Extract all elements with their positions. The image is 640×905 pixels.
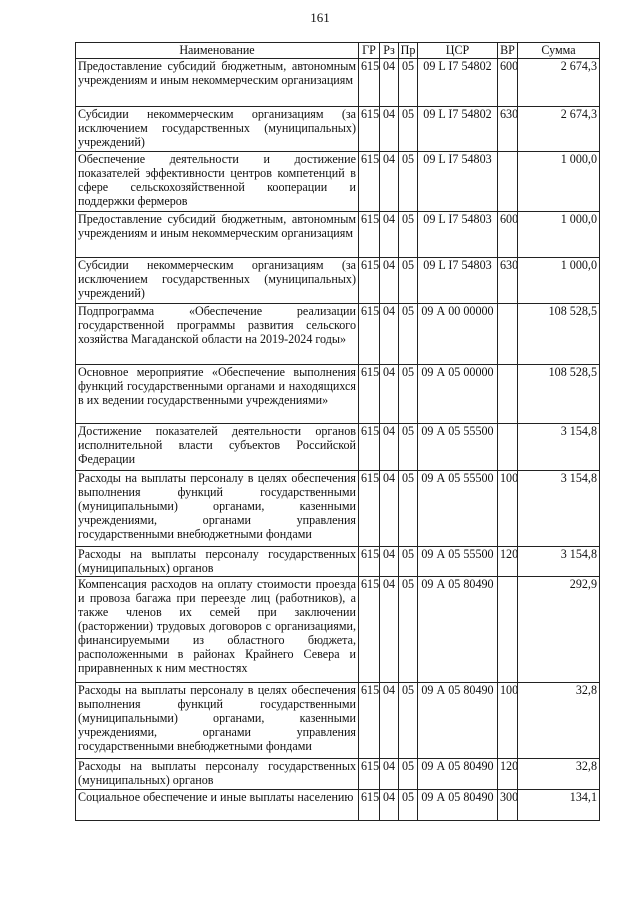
header-rz: Рз [380,43,399,59]
row-csr: 09 А 05 55500 [418,471,498,547]
row-rz: 04 [380,258,399,304]
header-pr: Пр [399,43,418,59]
row-csr: 09 А 05 80490 [418,790,498,821]
page-number: 161 [310,10,330,25]
table-row [76,547,600,577]
row-pr: 05 [399,365,418,424]
header-name: Наименование [76,43,359,59]
row-rz: 04 [380,107,399,152]
row-gr: 615 [359,577,380,683]
row-vr: 100 [498,683,518,759]
row-name: Субсидии некоммерческим организациям (за исключением государственных (муниципальных) учреждений) [76,107,359,152]
row-csr: 09 А 05 80490 [418,759,498,790]
row-sum: 3 154,8 [518,547,600,577]
row-rz: 04 [380,547,399,577]
row-rz: 04 [380,424,399,471]
row-sum: 3 154,8 [518,424,600,471]
row-gr: 615 [359,258,380,304]
row-gr: 615 [359,547,380,577]
row-rz: 04 [380,577,399,683]
header-gr: ГР [359,43,380,59]
row-vr [498,365,518,424]
row-rz: 04 [380,790,399,821]
row-csr: 09 L I7 54803 [418,152,498,212]
row-gr: 615 [359,107,380,152]
row-name: Достижение показателей деятельности органов исполнительной власти субъектов Российской Федерации [76,424,359,471]
row-csr: 09 L I7 54803 [418,212,498,258]
table-row [76,759,600,790]
row-gr: 615 [359,790,380,821]
row-csr: 09 А 05 80490 [418,577,498,683]
table-header-row [76,43,600,59]
row-pr: 05 [399,759,418,790]
row-pr: 05 [399,107,418,152]
row-name: Расходы на выплаты персоналу в целях обеспечения выполнения функций государственными (муниципальными) органами, казенными учреждениями, органами управления государственными внебюджетными фондами [76,683,359,759]
row-pr: 05 [399,424,418,471]
row-sum: 3 154,8 [518,471,600,547]
row-gr: 615 [359,152,380,212]
row-rz: 04 [380,365,399,424]
budget-table [75,42,600,821]
row-csr: 09 L I7 54802 [418,107,498,152]
row-vr: 600 [498,59,518,107]
row-sum: 292,9 [518,577,600,683]
row-sum: 1 000,0 [518,258,600,304]
table-row [76,59,600,107]
row-rz: 04 [380,471,399,547]
row-pr: 05 [399,212,418,258]
row-sum: 1 000,0 [518,212,600,258]
row-name: Основное мероприятие «Обеспечение выполнения функций государственными органами и находящихся в их ведении государственными учреждениями» [76,365,359,424]
row-pr: 05 [399,59,418,107]
table-row [76,471,600,547]
table-row [76,424,600,471]
row-csr: 09 L I7 54802 [418,59,498,107]
header-csr: ЦСР [418,43,498,59]
row-pr: 05 [399,304,418,365]
row-vr: 300 [498,790,518,821]
row-rz: 04 [380,759,399,790]
row-rz: 04 [380,683,399,759]
row-csr: 09 А 00 00000 [418,304,498,365]
row-csr: 09 А 05 00000 [418,365,498,424]
row-gr: 615 [359,424,380,471]
row-rz: 04 [380,304,399,365]
table-row [76,152,600,212]
row-name: Подпрограмма «Обеспечение реализации государственной программы развития сельского хозяйства Магаданской области на 2019-2024 годы» [76,304,359,365]
row-pr: 05 [399,683,418,759]
row-sum: 134,1 [518,790,600,821]
row-pr: 05 [399,152,418,212]
row-sum: 1 000,0 [518,152,600,212]
row-vr: 630 [498,258,518,304]
row-csr: 09 А 05 80490 [418,683,498,759]
row-sum: 2 674,3 [518,59,600,107]
row-vr: 120 [498,759,518,790]
row-gr: 615 [359,212,380,258]
row-rz: 04 [380,212,399,258]
row-vr: 100 [498,471,518,547]
row-rz: 04 [380,152,399,212]
row-pr: 05 [399,547,418,577]
table-row [76,107,600,152]
row-name: Обеспечение деятельности и достижение показателей эффективности центров компетенций в сфере сельскохозяйственной кооперации и поддержки фермеров [76,152,359,212]
row-sum: 108 528,5 [518,365,600,424]
table-row [76,683,600,759]
row-gr: 615 [359,365,380,424]
table-row [76,258,600,304]
row-csr: 09 А 05 55500 [418,424,498,471]
row-vr: 600 [498,212,518,258]
header-sum: Сумма [518,43,600,59]
row-gr: 615 [359,304,380,365]
table-row [76,304,600,365]
row-gr: 615 [359,683,380,759]
row-name: Социальное обеспечение и иные выплаты населению [76,790,359,821]
row-vr [498,577,518,683]
row-name: Предоставление субсидий бюджетным, автономным учреждениям и иным некоммерческим организациям [76,59,359,107]
table-row [76,212,600,258]
row-name: Субсидии некоммерческим организациям (за исключением государственных (муниципальных) учреждений) [76,258,359,304]
row-vr [498,304,518,365]
row-vr: 630 [498,107,518,152]
table-row [76,365,600,424]
row-name: Компенсация расходов на оплату стоимости проезда и провоза багажа при переезде лиц (работников), а также членов их семей при заключении (расторжении) трудовых договоров с организациями, финансируемыми из областного бюджета, расположенными в районах Крайнего Севера и приравненных к ним местностях [76,577,359,683]
row-csr: 09 А 05 55500 [418,547,498,577]
row-csr: 09 L I7 54803 [418,258,498,304]
row-pr: 05 [399,577,418,683]
row-name: Предоставление субсидий бюджетным, автономным учреждениям и иным некоммерческим организациям [76,212,359,258]
row-sum: 2 674,3 [518,107,600,152]
row-gr: 615 [359,471,380,547]
row-name: Расходы на выплаты персоналу государственных (муниципальных) органов [76,547,359,577]
row-rz: 04 [380,59,399,107]
row-vr: 120 [498,547,518,577]
row-sum: 108 528,5 [518,304,600,365]
row-sum: 32,8 [518,759,600,790]
row-vr [498,424,518,471]
row-sum: 32,8 [518,683,600,759]
row-name: Расходы на выплаты персоналу государственных (муниципальных) органов [76,759,359,790]
row-name: Расходы на выплаты персоналу в целях обеспечения выполнения функций государственными (муниципальными) органами, казенными учреждениями, органами управления государственными внебюджетными фондами [76,471,359,547]
row-vr [498,152,518,212]
row-pr: 05 [399,790,418,821]
row-gr: 615 [359,59,380,107]
table-row [76,577,600,683]
header-vr: ВР [498,43,518,59]
row-pr: 05 [399,258,418,304]
row-gr: 615 [359,759,380,790]
row-pr: 05 [399,471,418,547]
table-row [76,790,600,821]
